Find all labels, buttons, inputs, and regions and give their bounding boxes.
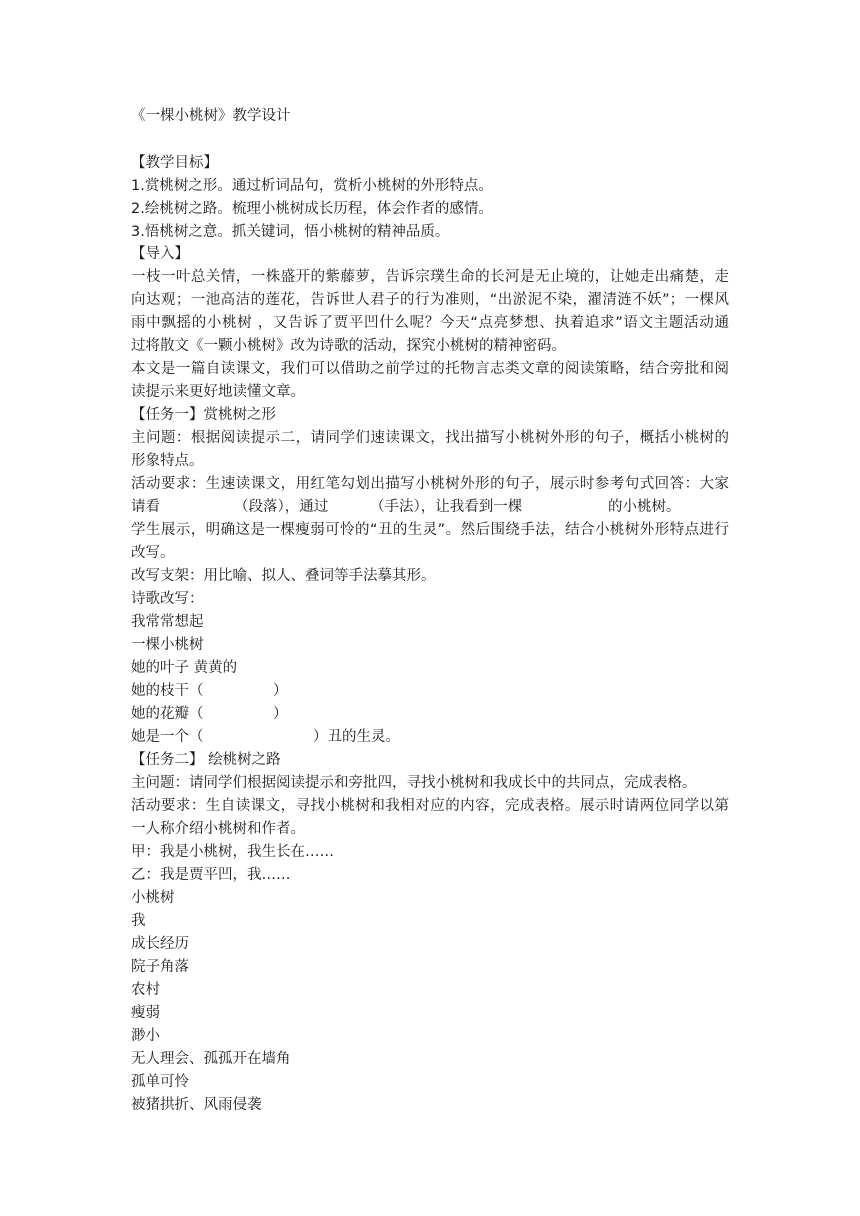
table-item: 成长经历 <box>131 936 189 952</box>
dialog-line: 乙：我是贾平凹，我…… <box>131 867 291 883</box>
table-item: 渺小 <box>131 1028 160 1044</box>
table-item: 小桃树 <box>131 890 175 906</box>
fill-sentence-part: 请看 <box>131 499 160 515</box>
poem-line: 她的叶子 黄黄的 <box>131 660 238 676</box>
poem-heading: 诗歌改写： <box>131 591 204 607</box>
task1-question-line: 主问题：根据阅读提示二，请同学们速读课文，找出描写小桃树外形的句子，概括小桃树的 <box>131 430 729 446</box>
table-item: 院子角落 <box>131 959 189 975</box>
table-item: 我 <box>131 913 146 929</box>
task1-scaffold: 改写支架：用比喻、拟人、叠词等手法摹其形。 <box>131 568 436 584</box>
task2-question: 主问题：请同学们根据阅读提示和旁批四，寻找小桃树和我成长中的共同点，完成表格。 <box>131 775 697 791</box>
fill-sentence-part: （段落），通过 <box>234 499 329 515</box>
task1-question-line: 形象特点。 <box>131 453 204 469</box>
table-item: 孤单可怜 <box>131 1074 189 1090</box>
goals-heading: 【教学目标】 <box>131 155 218 171</box>
poem-blank-open: 她的花瓣（ <box>131 706 204 722</box>
table-item: 无人理会、孤孤开在墙角 <box>131 1051 291 1067</box>
strategy-line: 读提示来更好地读懂文章。 <box>131 384 305 400</box>
table-item: 被猪拱折、风雨侵袭 <box>131 1097 262 1113</box>
table-item: 瘦弱 <box>131 1005 160 1021</box>
task1-heading: 【任务一】赏桃树之形 <box>131 407 276 423</box>
fill-sentence-part: 的小桃树。 <box>608 499 681 515</box>
fill-sentence-part: （手法），让我看到一棵 <box>370 499 523 515</box>
poem-line: 我常常想起 <box>131 614 204 630</box>
document-title: 《一棵小桃树》教学设计 <box>131 108 291 124</box>
poem-blank-close: ）丑的生灵。 <box>313 729 400 745</box>
poem-blank-close: ） <box>273 706 288 722</box>
poem-blank-close: ） <box>273 683 288 699</box>
task1-show-line: 改写。 <box>131 545 175 561</box>
task2-requirement-line: 活动要求：生自读课文，寻找小桃树和我相对应的内容，完成表格。展示时请两位同学以第 <box>131 798 729 814</box>
intro-line: 向达观；一池高洁的莲花，告诉世人君子的行为准则，“出淤泥不染，濯清涟不妖”；一棵风 <box>131 292 729 308</box>
goal-item: 2.绘桃树之路。梳理小桃树成长历程，体会作者的感情。 <box>131 201 493 217</box>
poem-blank-open: 她是一个（ <box>131 729 204 745</box>
intro-line: 过将散文《一颗小桃树》改为诗歌的活动，探究小桃树的精神密码。 <box>131 338 566 354</box>
poem-line: 一棵小桃树 <box>131 637 204 653</box>
task1-show-line: 学生展示，明确这是一棵瘦弱可怜的“丑的生灵”。然后围绕手法，结合小桃树外形特点进行 <box>131 522 729 538</box>
task2-heading: 【任务二】 绘桃树之路 <box>131 752 281 768</box>
goal-item: 1.赏桃树之形。通过析词品句，赏析小桃树的外形特点。 <box>131 178 493 194</box>
task1-requirement-line: 活动要求：生速读课文，用红笔勾划出描写小桃树外形的句子，展示时参考句式回答：大家 <box>131 476 729 492</box>
strategy-line: 本文是一篇自读课文，我们可以借助之前学过的托物言志类文章的阅读策略，结合旁批和阅 <box>131 361 729 377</box>
goal-item: 3.悟桃树之意。抓关键词，悟小桃树的精神品质。 <box>131 224 450 240</box>
intro-line: 雨中飘摇的小桃树 ，又告诉了贾平凹什么呢？今天“点亮梦想、执着追求”语文主题活动通 <box>131 315 729 331</box>
intro-line: 一枝一叶总关情，一株盛开的紫藤萝，告诉宗璞生命的长河是无止境的，让她走出痛楚，走 <box>131 269 729 285</box>
table-item: 农村 <box>131 982 160 998</box>
task2-requirement-line: 一人称介绍小桃树和作者。 <box>131 821 305 837</box>
intro-heading: 【导入】 <box>131 246 189 262</box>
poem-blank-open: 她的枝干（ <box>131 683 204 699</box>
dialog-line: 甲：我是小桃树，我生长在…… <box>131 844 334 860</box>
